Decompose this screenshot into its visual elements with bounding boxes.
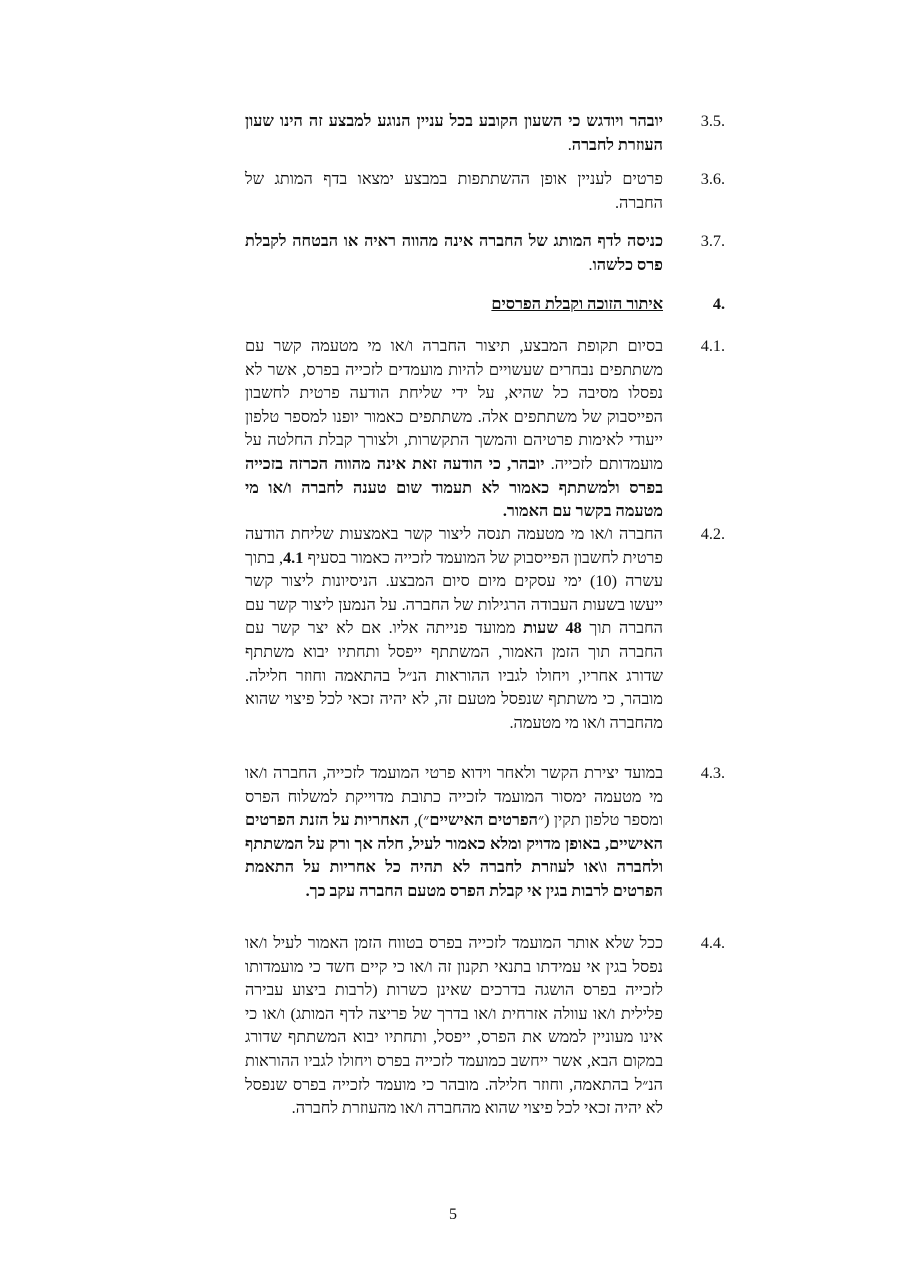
clause-text-bold: יובהר, כי הודעה זאת אינה מהווה הכרזה בזכייה בפרס ולמשתתף כאמור לא תעמוד שום טענה לחברה ו/או מי מטעמה בקשר עם האמור. (245, 454, 663, 521)
clause-text (245, 168, 663, 215)
clause-text-bold: האחריות על הזנת הפרטים האישיים, באופן מדויק ומלא כאמור לעיל, חלה אך ורק על המשתתף ולחברה ו\או לעוזרת לחברה לא תהיה כל אחריות על התאמת הפרטים לרבות בגין אי קבלת הפרס מטעם החברה עקב כך. (245, 811, 663, 900)
clause-4-1 (245, 335, 725, 524)
clause-3-5 (245, 110, 725, 157)
clause-text-plain: ממועד פנייתה אליו. אם לא יצר קשר עם החברה תוך הזמן האמור, המשתתף ייפסל ותחתיו יבוא משתתף שדורג אחריו, ויחולו לגביו ההוראות הנ״ל בהתאמה וחוזר חלילה. מובהר, כי משתתף שנפסל מטעם זה, לא יהיה זכאי לכל פיצוי שהוא מהחברה ו/או מי מטעמה. (245, 619, 663, 732)
clause-term-bold: הפרטים האישיים (429, 811, 538, 830)
clause-text-plain: . (588, 255, 593, 274)
clause-text-bold: כניסה לדף המותג של החברה אינה מהווה ראיה או הבטחה לקבלת פרס כלשהו (245, 232, 663, 274)
clause-text-plain: , בתוך עשרה (10) ימי עסקים מיום סיום המבצע. הניסיונות ליצור קשר ייעשו בשעות העבודה הרגילות של החברה. על הנמען ליצור קשר עם החברה תוך (245, 548, 664, 638)
clause-ref-bold: 4.1 (283, 548, 304, 567)
clause-4-4 (245, 932, 725, 1121)
page-number: 5 (449, 1206, 457, 1223)
clause-text-bold: יובהר ויודגש כי השעון הקובע בכל עניין הנוגע למבצע זה הינו שעון העוזרת לחברה (245, 112, 663, 154)
clause-hours-bold: 48 שעות (523, 619, 582, 638)
clause-number: 3.7. (700, 232, 725, 250)
clause-number: 4.1. (700, 337, 725, 355)
clause-text (245, 762, 663, 904)
clause-4-2 (245, 523, 725, 735)
section-number: 4. (712, 295, 725, 313)
clause-text-plain: בסיום תקופת המבצע, תיצור החברה ו/או מי מטעמה קשר עם משתתפים נבחרים שעשויים להיות מועמדים לזכייה בפרס, אשר לא נפסלו מסיבה כל שהיא, על ידי שליחת הודעה פרטית לחשבון הפייסבוק של משתתפים אלה. משתתפים כאמור יופנו למספר טלפון ייעודי לאימות פרטיהם והמשך התקשרות, ולצורך קבלת החלטה על מועמדותם לזכייה. (245, 337, 663, 473)
clause-number: 3.5. (700, 112, 725, 130)
clause-text (245, 335, 663, 524)
clause-3-6 (245, 168, 725, 215)
clause-text (245, 230, 663, 277)
clause-text-plain: במועד יצירת הקשר ולאחר וידוא פרטי המועמד לזכייה, החברה ו/או מי מטעמה ימסור המועמד לזכייה כתובת מדוייקת למשלוח הפרס ומספר טלפון תקין (״ (245, 764, 663, 830)
clause-text-plain: החברה ו/או מי מטעמה תנסה ליצור קשר באמצעות שליחת הודעה פרטית לחשבון הפייסבוק של המועמד לזכייה כאמור בסעיף (245, 525, 663, 567)
clause-number: 3.6. (700, 170, 725, 188)
clause-text-plain: . (567, 135, 572, 154)
clause-text (245, 523, 663, 735)
section-title: איתור הזוכה וקבלת הפרסים (491, 295, 663, 313)
section-4-heading (245, 293, 725, 317)
clause-text (245, 110, 663, 157)
clause-number: 4.3. (700, 764, 725, 782)
clause-4-3 (245, 762, 725, 904)
clause-text (245, 932, 663, 1121)
section-title-wrap (245, 293, 663, 317)
clause-3-7 (245, 230, 725, 277)
clause-number: 4.4. (700, 934, 725, 952)
clause-text-plain: פרטים לעניין אופן ההשתתפות במבצע ימצאו בדף המותג של החברה. (245, 170, 663, 212)
clause-text-plain: ככל שלא אותר המועמד לזכייה בפרס בטווח הזמן האמור לעיל ו/או נפסל בגין אי עמידתו בתנאי תקנון זה ו/או כי קיים חשד כי מועמדותו לזכייה בפרס הושגה בדרכים שאינן כשרות (לרבות ביצוע עבירה פלילית ו/או עוולה אזרחית ו/או בדרך של פריצה לדף המותג) ו/או כי אינו מעוניין לממש את הפרס, ייפסל, ותחתיו יבוא המשתתף שדורג במקום הבא, אשר ייחשב כמועמד לזכייה בפרס ויחולו לגביו ההוראות הנ״ל בהתאמה, וחוזר חלילה. מובהר כי מועמד לזכייה בפרס שנפסל לא יהיה זכאי לכל פיצוי שהוא מהחברה ו/או מהעוזרת לחברה. (245, 934, 663, 1118)
clause-number: 4.2. (700, 525, 725, 543)
clause-text-plain: ״), (409, 811, 430, 830)
